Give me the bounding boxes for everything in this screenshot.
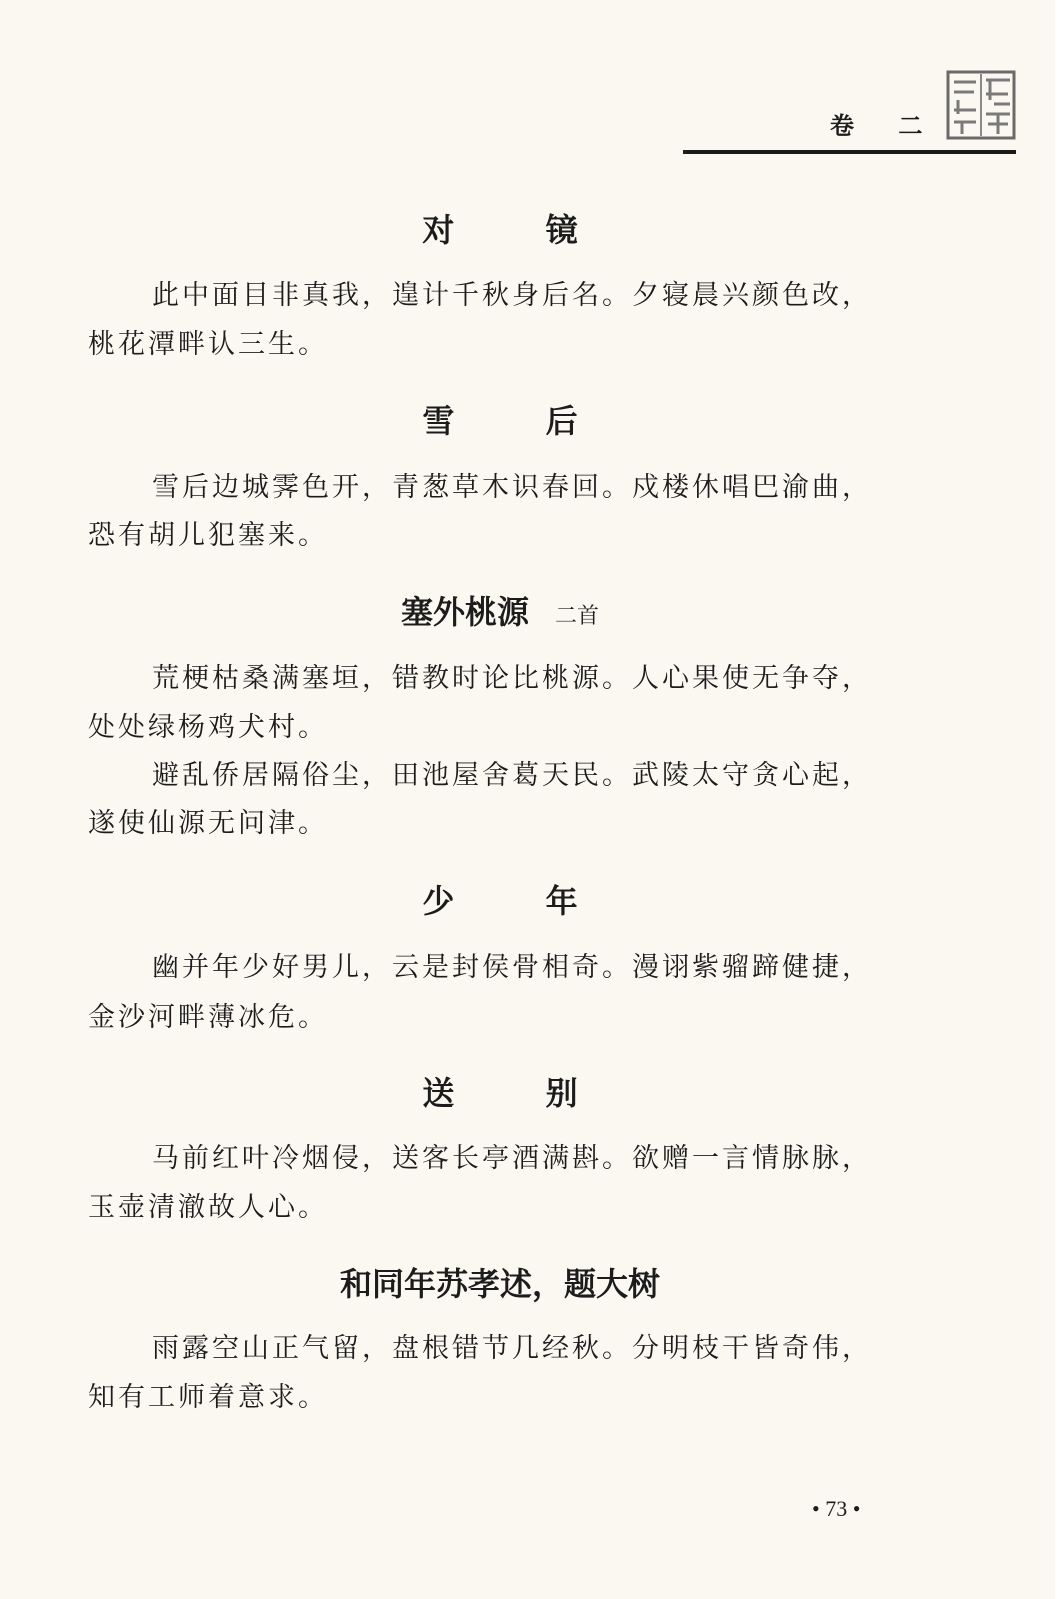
poem-line: 雪后边城霁色开，青葱草木识春回。戍楼休唱巴渝曲， [152, 472, 872, 503]
poem-line: 知有工师着意求。 [88, 1382, 328, 1413]
poem-line: 荒梗枯桑满塞垣，错教时论比桃源。人心果使无争夺， [152, 663, 872, 694]
poem-line: 遂使仙源无问津。 [88, 808, 328, 839]
poem-subtitle: 二首 [555, 604, 600, 629]
poem-title [0, 587, 1000, 633]
poem-title: 送 别 [422, 1074, 618, 1112]
page-edge [1055, 0, 1058, 1599]
poem-title-text: 塞外桃源 [400, 593, 529, 631]
poem-line: 雨露空山正气留，盘根错节几经秋。分明枝干皆奇伟， [152, 1333, 872, 1364]
seal-stamp-icon [946, 70, 1016, 140]
poem-line: 幽并年少好男儿，云是封侯骨相奇。漫诩紫骝蹄健捷， [152, 952, 872, 983]
poem-title: 雪 后 [422, 402, 618, 440]
poem-line: 桃花潭畔认三生。 [88, 329, 328, 360]
poem-title: 和同年苏孝述，题大树 [339, 1265, 660, 1303]
header-rule [683, 150, 1016, 154]
poem-line: 恐有胡儿犯塞来。 [88, 520, 328, 551]
chapter-label: 卷 二 [830, 111, 941, 140]
page-number: • 73 • [812, 1496, 861, 1521]
poem-line: 处处绿杨鸡犬村。 [88, 712, 328, 743]
poem-line: 此中面目非真我，遑计千秋身后名。夕寝晨兴颜色改， [152, 280, 872, 311]
poem-title: 少 年 [422, 882, 618, 920]
poem-line: 玉壶清澈故人心。 [88, 1192, 328, 1223]
poem-title: 对 镜 [422, 211, 618, 249]
poem-line: 避乱侨居隔俗尘，田池屋舍葛天民。武陵太守贪心起， [152, 760, 872, 791]
poem-line: 金沙河畔薄冰危。 [88, 1002, 328, 1033]
poem-line: 马前红叶冷烟侵，送客长亭酒满斟。欲赠一言情脉脉， [152, 1143, 872, 1174]
